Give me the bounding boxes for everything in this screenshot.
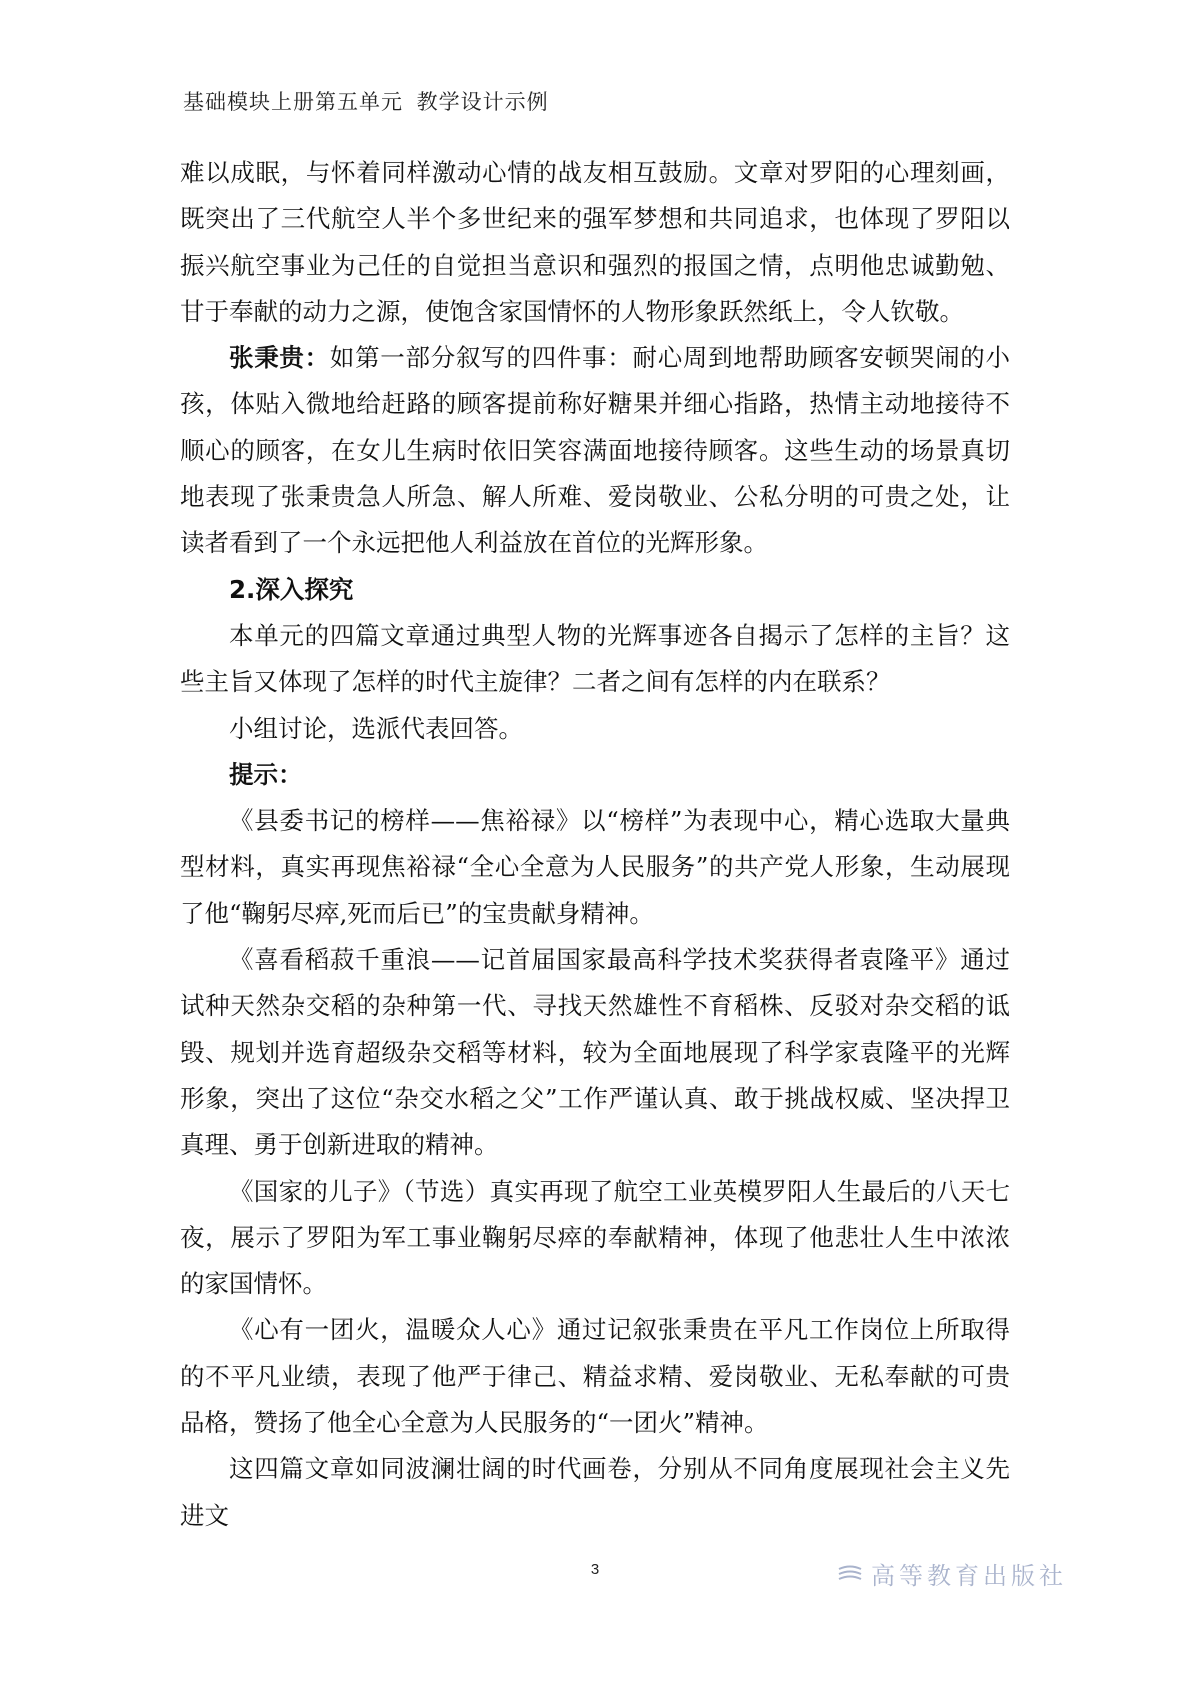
paragraph: 《喜看稻菽千重浪——记首届国家最高科学技术奖获得者袁隆平》通过试种天然杂交稻的杂种第一代、寻找天然雄性不育稻株、反驳对杂交稻的诋毁、规划并选育超级杂交稻等材料，较为全面地展现了科学家袁隆平的光辉形象，突出了这位“杂交水稻之父”工作严谨认真、敢于挑战权威、坚决捍卫真理、勇于创新进取的精神。: [180, 945, 1010, 1160]
paragraph: 《县委书记的榜样——焦裕禄》以“榜样”为表现中心，精心选取大量典型材料，真实再现焦裕禄“全心全意为人民服务”的共产党人形象，生动展现了他“鞠躬尽瘁,死而后已”的宝贵献身精神。: [180, 806, 1010, 928]
paragraph: 本单元的四篇文章通过典型人物的光辉事迹各自揭示了怎样的主旨？这些主旨又体现了怎样的时代主旋律？二者之间有怎样的内在联系？: [180, 620, 1010, 697]
publisher-name: 高等教育出版社: [871, 1562, 1067, 1590]
paragraph: 《心有一团火，温暖众人心》通过记叙张秉贵在平凡工作岗位上所取得的不平凡业绩，表现了他严于律己、精益求精、爱岗敬业、无私奉献的可贵品格，赞扬了他全心全意为人民服务的“一团火”精神。: [180, 1315, 1010, 1438]
page-number: 3: [590, 1561, 600, 1578]
paragraph: 小组讨论，选派代表回答。: [229, 713, 523, 743]
publisher-mark: [837, 1556, 1067, 1591]
paragraph-label: 张秉贵：: [229, 343, 330, 373]
section-heading: 2.深入探究: [229, 574, 354, 604]
running-header: 基础模块上册第五单元 教学设计示例: [183, 90, 549, 114]
paragraph-text: 如第一部分叙写的四件事：耐心周到地帮助顾客安顿哭闹的小孩，体贴入微地给赶路的顾客提前称好糖果并细心指路，热情主动地接待不顺心的顾客，在女儿生病时依旧笑容满面地接待顾客。这些生动的场景真切地表现了张秉贵急人所急、解人所难、爱岗敬业、公私分明的可贵之处，让读者看到了一个永远把他人利益放在首位的光辉形象。: [180, 343, 1011, 558]
hint-label: 提示：: [229, 759, 303, 789]
paragraph: 《国家的儿子》（节选）真实再现了航空工业英模罗阳人生最后的八天七夜，展示了罗阳为军工事业鞠躬尽瘁的奉献精神，体现了他悲壮人生中浓浓的家国情怀。: [180, 1176, 1010, 1299]
main-content: [180, 150, 1010, 1539]
publisher-logo-icon: [837, 1564, 863, 1584]
paragraph: 这四篇文章如同波澜壮阔的时代画卷，分别从不同角度展现社会主义先进文: [180, 1454, 1010, 1530]
paragraph: [180, 335, 1010, 566]
paragraph: 难以成眠，与怀着同样激动心情的战友相互鼓励。文章对罗阳的心理刻画，既突出了三代航空人半个多世纪来的强军梦想和共同追求，也体现了罗阳以振兴航空事业为己任的自觉担当意识和强烈的报国之情，点明他忠诚勤勉、甘于奉献的动力之源，使饱含家国情怀的人物形象跃然纸上，令人钦敬。: [180, 158, 1010, 326]
